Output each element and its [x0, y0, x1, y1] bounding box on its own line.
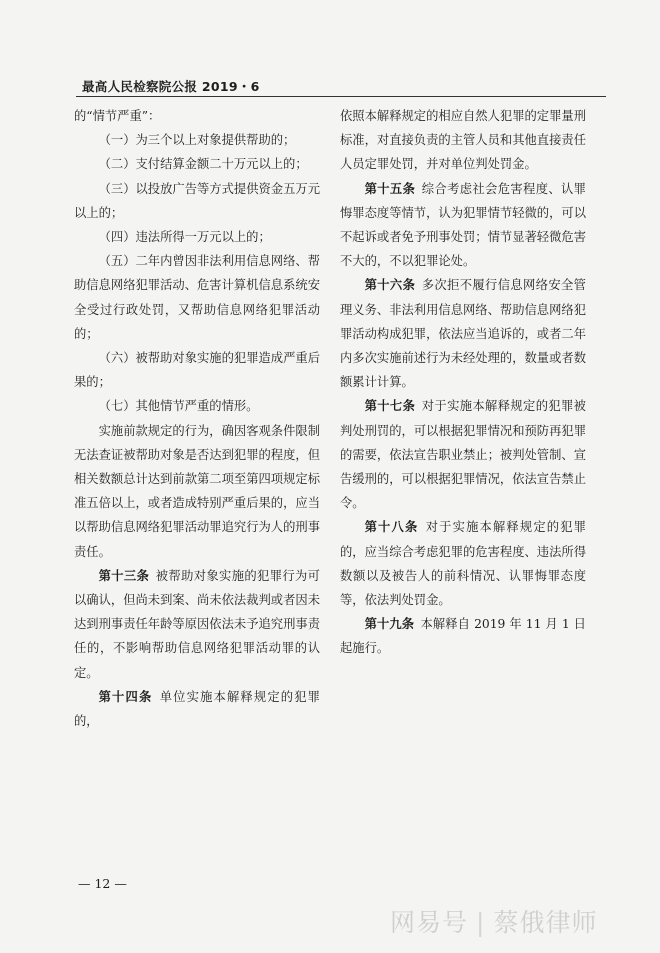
paragraph — [74, 394, 320, 418]
article-number: 第十九条 — [364, 617, 415, 632]
watermark-separator: | — [476, 908, 486, 937]
paragraph-text: 对于实施本解释规定的犯罪被判处刑罚的，可以根据犯罪情况和预防再犯罪的需要，依法宣告职业禁止；被判处管制、宣告缓刑的，可以根据犯罪情况，依法宣告禁止令。 — [340, 399, 586, 511]
journal-header: 最高人民检察院公报 2019・6 — [82, 79, 260, 94]
paragraph-text: （七）其他情节严重的情形。 — [98, 399, 259, 414]
article-number: 第十八条 — [364, 520, 419, 535]
paragraph — [74, 685, 320, 733]
paragraph — [74, 128, 320, 152]
watermark — [390, 903, 597, 939]
article-number: 第十六条 — [364, 278, 416, 293]
article-number: 第十四条 — [98, 689, 153, 704]
left-column — [74, 104, 320, 733]
paragraph-text: （三）以投放广告等方式提供资金五万元以上的； — [74, 181, 320, 220]
header-rule — [76, 96, 606, 97]
paragraph — [340, 515, 586, 612]
paragraph — [74, 225, 320, 249]
paragraph-text: 实施前款规定的行为，确因客观条件限制无法查证被帮助对象是否达到犯罪的程度，但相关数额总计达到前款第二项至第四项规定标准五倍以上，或者造成特别严重后果的，应当以帮助信息网络犯罪活动罪追究行为人的刑事责任。 — [74, 423, 320, 559]
article-number: 第十七条 — [364, 399, 416, 414]
paragraph-text: （一）为三个以上对象提供帮助的； — [98, 133, 296, 148]
paragraph-text: 依照本解释规定的相应自然人犯罪的定罪量刑标准，对直接负责的主管人员和其他直接责任人员定罪处罚，并对单位判处罚金。 — [340, 109, 586, 172]
paragraph — [340, 612, 586, 660]
paragraph — [340, 394, 586, 515]
paragraph — [340, 177, 586, 274]
paragraph-text: 对于实施本解释规定的犯罪的，应当综合考虑犯罪的危害程度、违法所得数额以及被告人的前科情况、认罪悔罪态度等，依法判处罚金。 — [340, 520, 586, 608]
paragraph-text: （六）被帮助对象实施的犯罪造成严重后果的； — [74, 351, 320, 390]
paragraph — [74, 346, 320, 394]
paragraph-text: （五）二年内曾因非法利用信息网络、帮助信息网络犯罪活动、危害计算机信息系统安全受过行政处罚，又帮助信息网络犯罪活动的； — [74, 254, 320, 341]
paragraph — [74, 249, 320, 346]
paragraph-text: 本解释自 2019 年 11 月 1 日起施行。 — [340, 617, 586, 656]
watermark-brand: 网易号 — [390, 908, 469, 937]
paragraph — [74, 152, 320, 176]
paragraph-text: 的“情节严重”： — [74, 109, 161, 123]
paragraph-text: （四）违法所得一万元以上的； — [98, 230, 271, 245]
paragraph-text: 多次拒不履行信息网络安全管理义务、非法利用信息网络、帮助信息网络犯罪活动构成犯罪，依法应当追诉的，或者二年内多次实施前述行为未经处理的，数量或者数额累计计算。 — [340, 278, 586, 390]
right-column — [340, 104, 586, 661]
article-number: 第十三条 — [98, 568, 150, 583]
paragraph — [74, 177, 320, 225]
paragraph — [340, 104, 586, 177]
paragraph — [74, 104, 320, 128]
paragraph — [74, 419, 320, 564]
paragraph-text: （二）支付结算金额二十万元以上的； — [98, 157, 308, 172]
paragraph — [74, 564, 320, 685]
paragraph-text: 被帮助对象实施的犯罪行为可以确认，但尚未到案、尚未依法裁判或者因未达到刑事责任年龄等原因依法未予追究刑事责任的，不影响帮助信息网络犯罪活动罪的认定。 — [74, 568, 320, 680]
watermark-author: 蔡俄律师 — [493, 908, 598, 937]
paragraph-text: 综合考虑社会危害程度、认罪悔罪态度等情节，认为犯罪情节轻微的，可以不起诉或者免予刑事处罚；情节显著轻微危害不大的，不以犯罪论处。 — [340, 181, 586, 269]
paragraph — [340, 273, 586, 394]
page-number: — 12 — — [78, 876, 127, 891]
article-number: 第十五条 — [364, 181, 416, 196]
paragraph-text: 单位实施本解释规定的犯罪的， — [74, 689, 320, 729]
